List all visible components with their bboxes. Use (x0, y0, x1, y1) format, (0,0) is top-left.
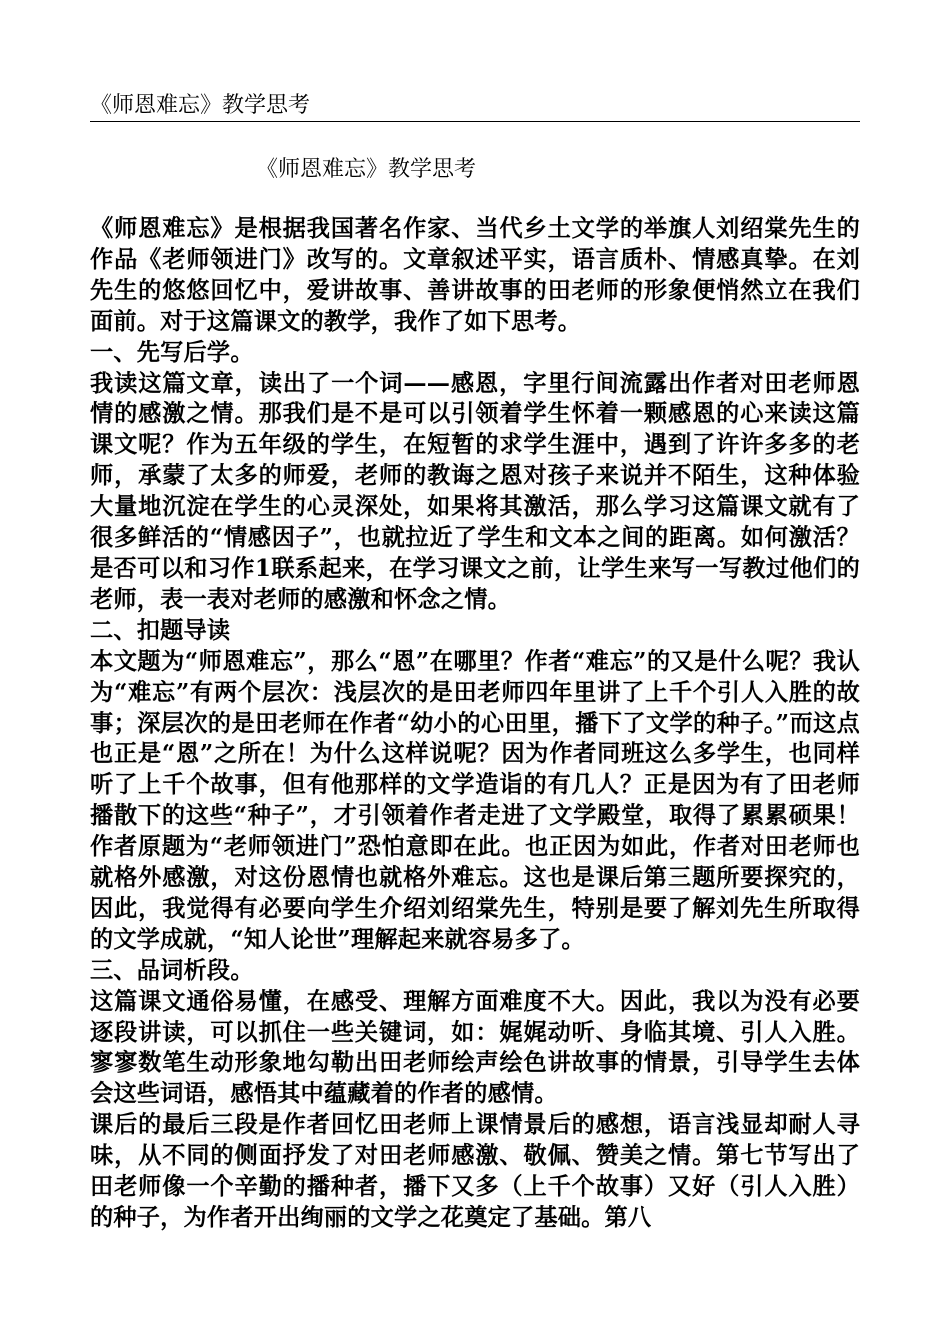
paragraph-section-3b: 课后的最后三段是作者回忆田老师上课情景后的感想，语言浅显却耐人寻味，从不同的侧面抒发了对田老师感激、敬佩、赞美之情。第七节写出了田老师像一个辛勤的播种者，播下又多（上千个故事）又好（引人入胜）的种子，为作者开出绚丽的文学之花奠定了基础。第八 (90, 1111, 860, 1231)
document-page (90, 92, 860, 1234)
document-body (90, 214, 860, 1234)
section-heading-3: 三、品词析段。 (90, 956, 254, 984)
page-header: 《师恩难忘》教学思考 (90, 92, 860, 122)
paragraph-intro: 《师恩难忘》是根据我国著名作家、当代乡土文学的举旗人刘绍棠先生的作品《老师领进门》改写的。文章叙述平实，语言质朴、情感真挚。在刘先生的悠悠回忆中，爱讲故事、善讲故事的田老师的形象便悄然立在我们面前。对于这篇课文的教学，我作了如下思考。 (90, 215, 860, 335)
document-title: 《师恩难忘》教学思考 (256, 157, 477, 182)
paragraph-section-2: 本文题为“师恩难忘”，那么“恩”在哪里？作者“难忘”的又是什么呢？我认为“难忘”有两个层次：浅层次的是田老师四年里讲了上千个引人入胜的故事；深层次的是田老师在作者“幼小的心田里，播下了文学的种子。”而这点也正是“恩”之所在！为什么这样说呢？因为作者同班这么多学生，也同样听了上千个故事，但有他那样的文学造诣的有几人？正是因为有了田老师播散下的这些“种子”，才引领着作者走进了文学殿堂，取得了累累硕果！作者原题为“老师领进门”恐怕意即在此。也正因为如此，作者对田老师也就格外感激，对这份恩情也就格外难忘。这也是课后第三题所要探究的，因此，我觉得有必要向学生介绍刘绍棠先生，特别是要了解刘先生所取得的文学成就，“知人论世”理解起来就容易多了。 (90, 647, 860, 953)
paragraph-section-1: 我读这篇文章，读出了一个词——感恩，字里行间流露出作者对田老师恩情的感激之情。那我们是不是可以引领着学生怀着一颗感恩的心来读这篇课文呢？作为五年级的学生，在短暂的求学生涯中，遇到了许许多多的老师，承蒙了太多的师爱，老师的教诲之恩对孩子来说并不陌生，这种体验大量地沉淀在学生的心灵深处，如果将其激活，那么学习这篇课文就有了很多鲜活的“情感因子”，也就拉近了学生和文本之间的距离。如何激活？是否可以和习作1联系起来，在学习课文之前，让学生来写一写教过他们的老师，表一表对老师的感激和怀念之情。 (90, 369, 860, 613)
paragraph-section-3a: 这篇课文通俗易懂，在感受、理解方面难度不大。因此，我以为没有必要逐段讲读，可以抓住一些关键词，如：娓娓动听、身临其境、引人入胜。寥寥数笔生动形象地勾勒出田老师绘声绘色讲故事的情景，引导学生去体会这些词语，感悟其中蕴藏着的作者的感情。 (90, 987, 860, 1108)
section-heading-2: 二、扣题导读 (90, 616, 231, 644)
section-heading-1: 一、先写后学。 (90, 338, 254, 366)
